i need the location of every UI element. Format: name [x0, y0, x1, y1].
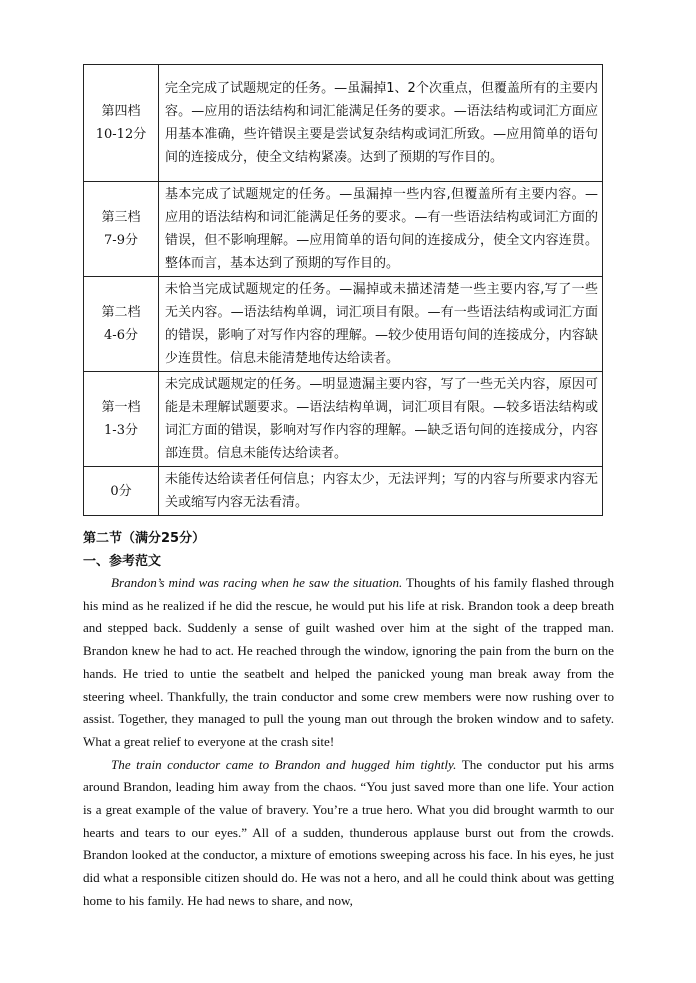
band-score: 4-6分	[104, 328, 138, 343]
band-name: 第二档	[101, 305, 141, 320]
table-row	[84, 372, 603, 467]
band-score: 0分	[110, 483, 132, 499]
band-description: 未能传达给读者任何信息；内容太少，无法评判；写的内容与所要求内容无关或缩写内容无法看清。	[159, 467, 603, 516]
table-row	[84, 182, 603, 277]
band-score: 10-12分	[95, 127, 147, 142]
table-row	[84, 277, 603, 372]
section-title: 第二节（满分25分）	[83, 531, 206, 546]
band-cell	[84, 372, 159, 467]
band-cell	[84, 65, 159, 182]
model-essay	[83, 572, 614, 913]
band-score: 1-3分	[104, 423, 138, 438]
table-row	[84, 467, 603, 516]
band-description: 完全完成了试题规定的任务。—虽漏掉1、2个次重点，但覆盖所有的主要内容。—应用的语法结构和词汇能满足任务的要求。—语法结构或词汇方面应用基本准确，些许错误主要是尝试复杂结构或词汇所致。—应用简单的语句间的连接成分，使全文结构紧凑。达到了预期的写作目的。	[159, 65, 603, 182]
band-name: 第三档	[101, 210, 141, 225]
scoring-rubric-table	[83, 64, 603, 516]
band-description: 基本完成了试题规定的任务。—虽漏掉一些内容,但覆盖所有主要内容。—应用的语法结构和词汇能满足任务的要求。—有一些语法结构或词汇方面的错误，但不影响理解。—应用简单的语句间的连接成分，使全文内容连贯。整体而言，基本达到了预期的写作目的。	[159, 182, 603, 277]
band-name: 第一档	[101, 400, 141, 415]
band-cell	[84, 467, 159, 516]
band-description: 未完成试题规定的任务。—明显遗漏主要内容，写了一些无关内容，原因可能是未理解试题要求。—语法结构单调，词汇项目有限。—较多语法结构或词汇方面的错误，影响对写作内容的理解。—缺乏语句间的连接成分，内容部连贯。信息未能传达给读者。	[159, 372, 603, 467]
band-description: 未恰当完成试题规定的任务。—漏掉或未描述清楚一些主要内容,写了一些无关内容。—语法结构单调，词汇项目有限。—有一些语法结构或词汇方面的错误，影响了对写作内容的理解。—较少使用语句间的连接成分，内容缺少连贯性。信息未能清楚地传达给读者。	[159, 277, 603, 372]
band-cell	[84, 277, 159, 372]
section-subtitle: 一、参考范文	[83, 554, 162, 569]
table-row	[84, 65, 603, 182]
band-name: 第四档	[101, 104, 141, 119]
paragraph-opening-sentence: Brandon’s mind was racing when he saw the situation.	[111, 575, 403, 590]
band-cell	[84, 182, 159, 277]
band-score: 7-9分	[104, 233, 138, 248]
paragraph-opening-sentence: The train conductor came to Brandon and hugged him tightly.	[111, 756, 457, 772]
paragraph-body: Thoughts of his family flashed through his mind as he realized if he did the rescue, he would put his life at risk. Brandon took a deep breath and stepped back. Suddenly a sense of guilt washed over him at the sight of the trapped man. Brandon knew he had to act. He reached through the window, ignoring the pain from the burn on the hands. He tried to untie the seatbelt and helped the panicked young man break away from the steering wheel. Thankfully, the train conductor and some crew members were now rushing over to assist. Together, they managed to pull the young man out through the broken window and to safety. What a great relief to everyone at the crash site!	[83, 575, 615, 749]
essay-paragraph	[83, 572, 614, 754]
essay-paragraph	[83, 754, 614, 913]
paragraph-body: The conductor put his arms around Brandon, leading him away from the chaos. “You just saved more than one life. Your action is a great example of the value of bravery. You’re a true hero. What you did brought warmth to our hearts and tears to our eyes.” All of a sudden, thunderous applause burst out from the crowds. Brandon looked at the conductor, a mixture of emotions sweeping across his face. In his eyes, he just did what a responsible citizen should do. He was not a hero, and all he could think about was getting home to his family. He had news to share, and now,	[83, 756, 614, 908]
